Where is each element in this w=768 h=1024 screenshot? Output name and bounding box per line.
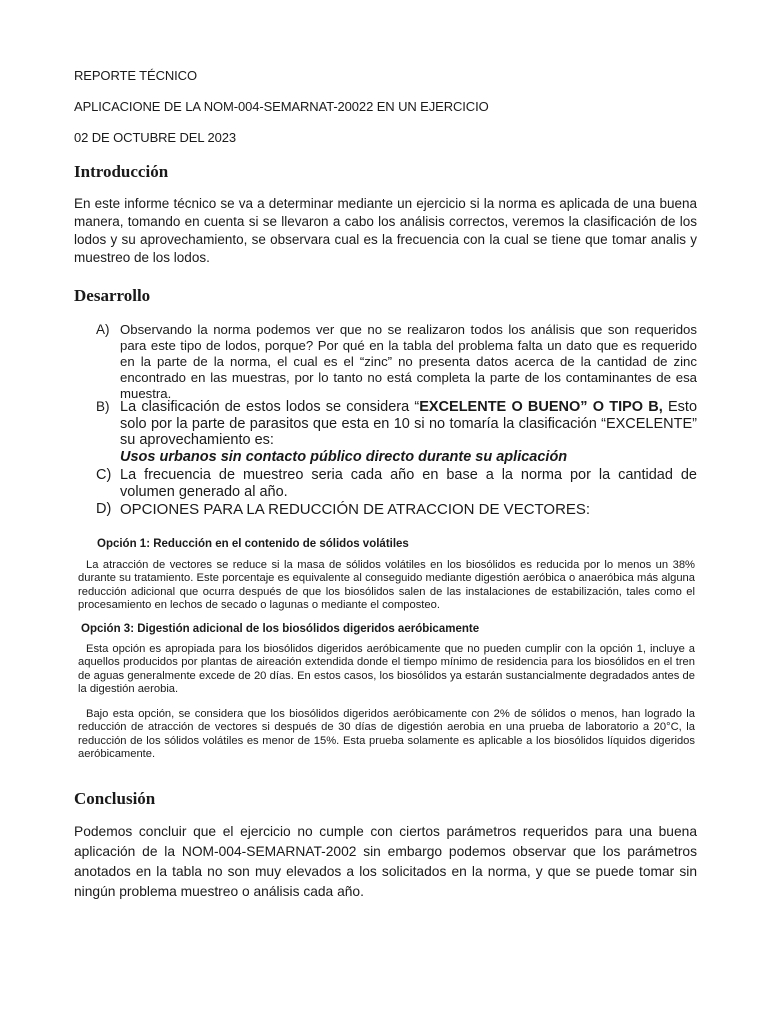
intro-paragraph: En este informe técnico se va a determinar mediante un ejercicio si la norma es aplicada de una buena manera, tomando en cuenta si se llevaron a cabo los análisis correctos, veremos la clasificación de los lodos y su aprovechamiento, se observara cual es la frecuencia con la cual se tiene que tomar analis y muestreo de los lodos. [74,196,697,265]
aprovechamiento-use: Usos urbanos sin contacto público directo durante su aplicación [120,448,568,465]
report-subject: APLICACIONE DE LA NOM-004-SEMARNAT-20022 EN UN EJERCICIO [74,99,489,114]
list-item-b [96,399,697,465]
classification-intro: La clasificación de estos lodos se considera “ [120,399,420,415]
list-marker: A) [96,322,110,337]
report-label: REPORTE TÉCNICO [74,68,197,83]
list-item-c [96,467,697,501]
option-1-text: La atracción de vectores se reduce si la masa de sólidos volátiles en los biosólidos es reducida por lo menos un 38% durante su tratamiento. Este porcentaje es equivalente al conseguido mediante digestión aeróbica o anaeróbica más alguna reducción adicional que ocurra después de que los biosólidos salen de las instalaciones de estabilización, tales como el procesamiento en lechos de secado o lagunas o mediante el composteo. [78,559,695,611]
list-marker: C) [96,467,112,483]
list-item-text: OPCIONES PARA LA REDUCCIÓN DE ATRACCION DE VECTORES: [120,501,591,518]
option-1-title: Opción 1: Reducción en el contenido de sólidos volátiles [97,538,409,550]
list-item-text [120,399,697,465]
option-3-text-1: Esta opción es apropiada para los biosólidos digeridos aeróbicamente que no pueden cumplir con la opción 1, incluye a aquellos producidos por plantas de aireación extendida donde el tiempo mínimo de residencia para los biosólidos en el tren de aguas generalmente excede de 20 días. En estos casos, los biosólidos ya estarán sustancialmente degradados antes de la digestión aerobia. [78,643,695,695]
desarrollo-heading: Desarrollo [74,286,151,305]
conclusion-heading: Conclusión [74,789,156,808]
list-item-a [96,322,697,402]
list-item-text: La frecuencia de muestreo seria cada año en base a la norma por la cantidad de volumen generado al año. [120,467,697,500]
list-item-text: Observando la norma podemos ver que no se realizaron todos los análisis que son requeridos para este tipo de lodos, porque? Por qué en la tabla del problema falta un dato que es requerido en la parte de la norma, el cual es el “zinc” no presenta datos acerca de la cantidad de zinc encontrado en las muestras, por lo tanto no está completa la parte de los contaminantes de esa muestra. [120,322,697,401]
list-marker: D) [96,501,112,517]
report-date: 02 DE OCTUBRE DEL 2023 [74,130,237,145]
conclusion-paragraph: Podemos concluir que el ejercicio no cumple con ciertos parámetros requeridos para una buena aplicación de la NOM-004-SEMARNAT-2002 sin embargo podemos observar que los parámetros anotados en la tabla no son muy elevados a los solicitados en la norma, y que se puede tomar sin ningún problema muestreo o análisis cada año. [74,824,697,899]
classification-bold: EXCELENTE O BUENO” O TIPO B, [419,399,663,415]
option-3-title: Opción 3: Digestión adicional de los biosólidos digeridos aeróbicamente [81,623,480,635]
classification-rest: Esto solo por la parte de parasitos que esta en 10 si no tomaría la clasificación “EXCELENTE” su aprovechamiento es: [120,399,698,448]
list-marker: B) [96,399,110,414]
option-3-text-2: Bajo esta opción, se considera que los biosólidos digeridos aeróbicamente con 2% de sólidos o menos, han logrado la reducción de atracción de vectores si después de 30 días de digestión aerobia en una prueba de laboratorio a 20°C, la reducción de los sólidos volátiles es menor de 15%. Esta prueba solamente es aplicable a los biosólidos líquidos digeridos aeróbicamente. [78,708,695,760]
list-item-d [96,501,697,518]
intro-heading: Introducción [74,162,169,181]
